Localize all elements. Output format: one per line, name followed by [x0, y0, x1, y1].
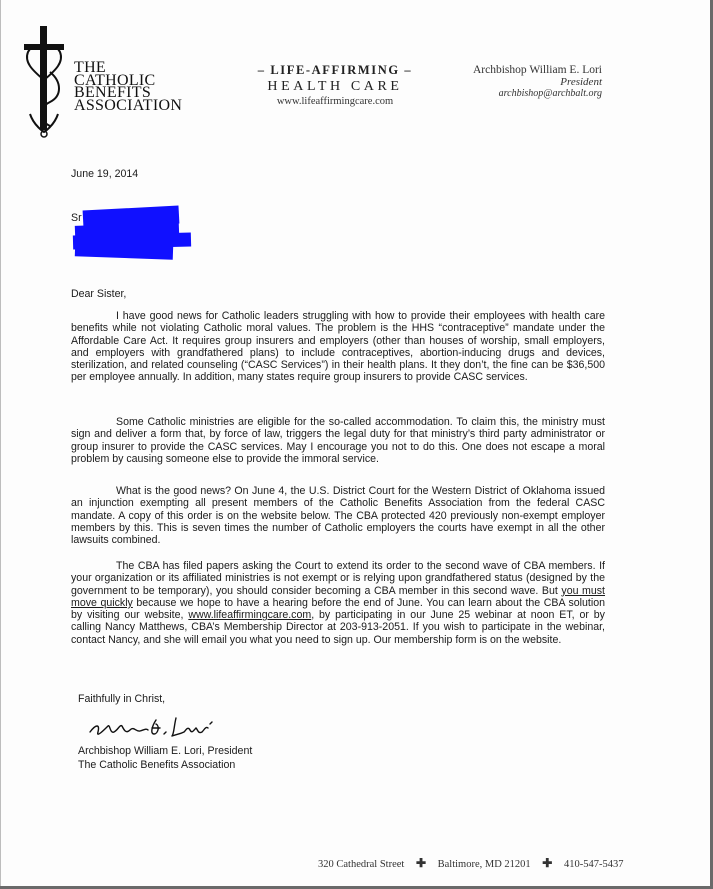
campaign-line-2: HEALTH CARE	[267, 79, 403, 94]
scan-edge-left	[0, 0, 1, 889]
logo-line: CATHOLIC	[74, 71, 156, 89]
sender-email: archbishop@archbalt.org	[498, 88, 602, 99]
website-link[interactable]: www.lifeaffirmingcare.com	[188, 609, 312, 622]
letter-date: June 19, 2014	[71, 168, 139, 180]
cross-icon: ✚	[415, 856, 426, 870]
recipient-address-redacted	[71, 212, 201, 260]
signature	[86, 712, 236, 742]
paragraph-4-text: The CBA has filed papers asking the Court to extend its order to the second wave of CBA members. If your organization or its affiliated ministries is not exempt or is relying upon grandfathered status (designed by the government to be temporary), you should consider becoming a CBA member in this second wave. But	[71, 560, 605, 597]
campaign-url: www.lifeaffirmingcare.com	[276, 96, 394, 107]
logo-line: ASSOCIATION	[74, 96, 183, 114]
paragraph-4	[71, 560, 605, 646]
paragraph-1: I have good news for Catholic leaders struggling with how to provide their employees with health care benefits while not violating Catholic moral values. The problem is the HHS “contraceptive” mandate under the Affordable Care Act. It requires group insurers and employers (other than houses of worship, small employers, and employers with grandfathered plans) to include contraceptives, abortion-inducing drugs and devices, sterilization, and related counseling (“CASC Services”) in their health plans. It they don’t, the fine can be $36,500 per employee annually. In addition, many states require group insurers to provide CASC services.	[71, 310, 605, 384]
cross-icon: ✚	[542, 856, 553, 870]
life-affirming-mark	[240, 63, 430, 107]
letterhead-sender	[430, 64, 602, 99]
footer-city: Baltimore, MD 21201	[437, 859, 531, 870]
paragraph-4-text: , by participating in our June 25 webinar at noon ET, or by calling Nancy Matthews, CBA’s Membership Director at 203-913-2051. If you wish to participate in the webinar, contact Nancy, and she will email you what you need to sign up. Our membership form is on the website.	[71, 609, 605, 646]
logo-line: THE	[74, 59, 107, 76]
footer-street: 320 Cathedral Street	[318, 859, 405, 870]
footer-phone: 410-547-5437	[563, 859, 624, 870]
cba-logo	[22, 22, 222, 140]
recipient-prefix: Sr	[71, 212, 82, 224]
signer-organization: The Catholic Benefits Association	[78, 759, 236, 771]
paragraph-2: Some Catholic ministries are eligible for the so-called accommodation. To claim this, the ministry must sign and deliver a form that, by force of law, triggers the legal duty for that ministry’s third party administrator or group insurer to provide the CASC services. May I encourage you not to do this. One does not escape a moral problem by causing someone else to provide the immoral service.	[71, 416, 605, 465]
logo-line: BENEFITS	[74, 84, 152, 101]
logo-wordmark	[74, 59, 183, 114]
signer-name: Archbishop William E. Lori, President	[78, 745, 253, 757]
redaction-mark	[75, 242, 173, 259]
paragraph-3: What is the good news? On June 4, the U.S. District Court for the Western District of Oklahoma issued an injunction exempting all present members of the Catholic Benefits Association from the federal CASC mandate. A copy of this order is on the website below. The CBA protected 420 previously non-exempt employer members by this. This is seven times the number of Catholic employers the courts have exempt in all the other lawsuits combined.	[71, 485, 605, 547]
urgent-note: you must move quickly	[71, 584, 606, 609]
paragraph-4-text: because we hope to have a hearing before the end of June. You can learn about the CBA solution by visiting our website,	[71, 596, 605, 622]
sender-title: President	[560, 76, 602, 88]
campaign-line-1: – LIFE-AFFIRMING –	[257, 63, 413, 77]
sender-name: Archbishop William E. Lori	[473, 64, 602, 76]
salutation: Dear Sister,	[71, 288, 127, 300]
footer-address	[318, 856, 623, 871]
closing: Faithfully in Christ,	[78, 693, 166, 705]
